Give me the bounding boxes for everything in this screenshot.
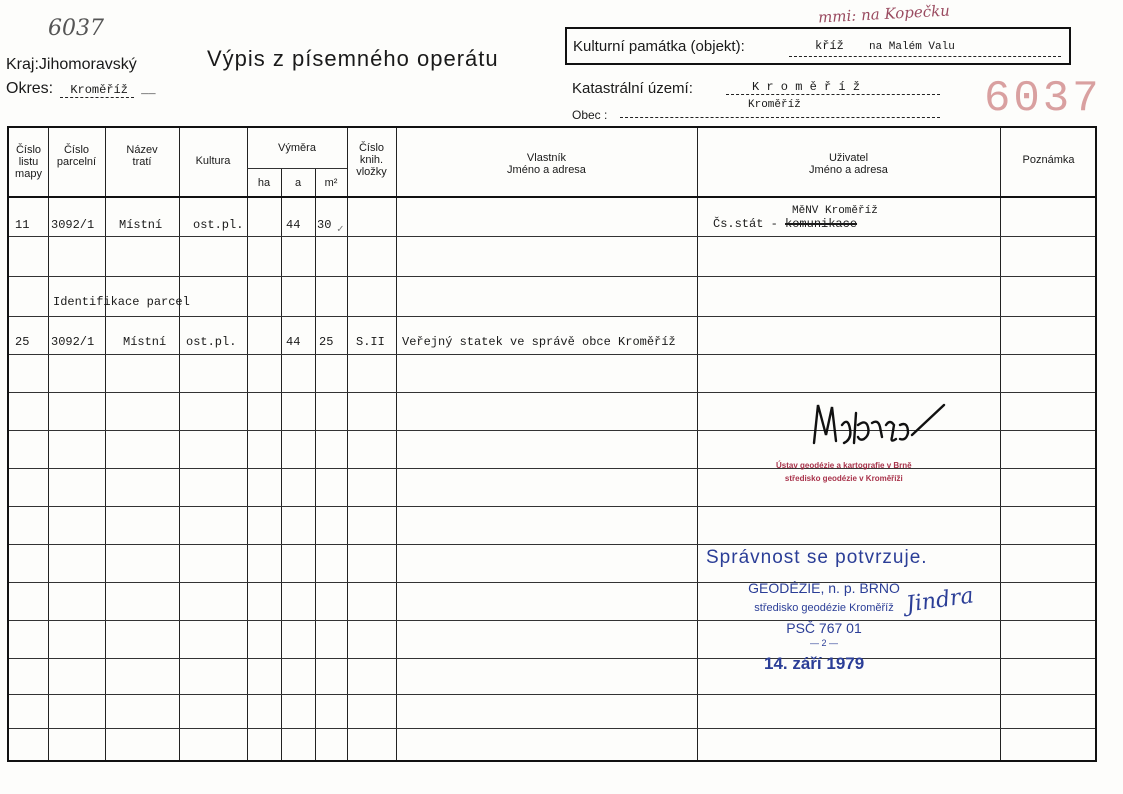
district-label: Okres: [6, 80, 54, 97]
row-line [9, 728, 1095, 729]
row-line [9, 620, 1095, 621]
row1-user [713, 217, 857, 231]
cadastre-label: Katastrální území: [572, 80, 693, 97]
district-line: Okres: Kroměříž __ [6, 80, 156, 97]
row-line [9, 468, 1095, 469]
area-header-line [247, 168, 347, 169]
red-stamp [776, 459, 912, 485]
header-text: Číslo [358, 142, 385, 154]
municipality-underline [620, 117, 940, 118]
row3-tract: Místní [123, 335, 167, 349]
row-line [9, 544, 1095, 545]
col-line [48, 128, 49, 760]
row3-m2: 25 [319, 335, 334, 349]
header-user [697, 152, 1000, 176]
header-text: Název [126, 144, 158, 156]
row1-map-sheet: 11 [15, 218, 30, 232]
header-m2: m² [324, 177, 338, 189]
header-map-sheet [9, 144, 48, 180]
row3-a: 44 [286, 335, 301, 349]
row1-m2: 30 [317, 218, 332, 232]
monument-box [565, 27, 1071, 65]
row1-check: ✓ [337, 224, 344, 236]
col-line [697, 128, 698, 760]
monument-value: kříž [815, 39, 844, 53]
row1-user-struck: komunikace [785, 217, 858, 231]
header-text: Vlastník [526, 152, 567, 164]
blue-stamp-line: GEODÉZIE, n. p. BRNO [748, 580, 900, 596]
blue-stamp-line: středisko geodézie Kroměříž [754, 602, 894, 614]
row3-map-sheet: 25 [15, 335, 30, 349]
header-text: Uživatel [828, 152, 869, 164]
stamp-date: 14. září 1979 [764, 654, 865, 673]
row-line [9, 582, 1095, 583]
corner-handwritten-number: 6037 [48, 16, 104, 41]
header-text: Číslo [15, 144, 42, 156]
cadastre-underline [726, 94, 940, 95]
row1-culture: ost.pl. [193, 218, 244, 232]
blue-stamp [734, 578, 914, 648]
header-book-entry [347, 142, 396, 178]
row1-a: 44 [286, 218, 301, 232]
col-line [179, 128, 180, 760]
header-text: Číslo [63, 144, 90, 156]
page-title: Výpis z písemného operátu [207, 46, 499, 71]
row-line [9, 354, 1095, 355]
col-line [247, 128, 248, 760]
header-tract-name [105, 144, 179, 168]
row-line [9, 236, 1095, 237]
header-text: Jméno a adresa [507, 164, 586, 176]
header-ha: ha [257, 177, 271, 189]
monument-underline [789, 56, 1061, 57]
top-right-handwritten-note: mmi: na Kopečku [817, 1, 951, 27]
header-culture: Kultura [195, 155, 231, 167]
monument-label: Kulturní památka (objekt): [573, 38, 745, 55]
row-line [9, 694, 1095, 695]
monument-value-2: na Malém Valu [869, 41, 955, 53]
cadastre-sub: Kroměříž [748, 99, 801, 111]
header-note: Poznámka [1022, 154, 1075, 166]
col-line [281, 168, 282, 760]
header-area: Výměra [278, 142, 316, 154]
blue-stamp-line: PSČ 767 01 [786, 620, 862, 636]
header-a: a [294, 177, 302, 189]
blue-signature: Jindra [904, 583, 976, 618]
red-stamp-line: Ústav geodézie a kartografie v Brně [776, 461, 912, 470]
cadastre-value: K r o m ě ř í ž [752, 80, 861, 94]
row1-parcel: 3092/1 [51, 218, 95, 232]
row-line [9, 506, 1095, 507]
big-red-number: 6037 [984, 74, 1102, 124]
col-line [105, 128, 106, 760]
signature-image [808, 395, 948, 455]
row3-owner: Veřejný statek ve správě obce Kroměříž [402, 335, 676, 349]
header-text: vložky [356, 166, 387, 178]
region-value: Jihomoravský [38, 56, 137, 73]
header-text: knih. [359, 154, 384, 166]
district-value: Kroměříž [60, 83, 134, 98]
col-line [1000, 128, 1001, 760]
identification-label: Identifikace parcel [53, 295, 190, 309]
header-text: parcelní [56, 156, 97, 168]
row3-book: S.II [356, 335, 385, 349]
col-line [315, 168, 316, 760]
row3-culture: ost.pl. [186, 335, 237, 349]
blue-stamp-line: — 2 — [809, 638, 838, 648]
col-line [347, 128, 348, 760]
confirm-text: Správnost se potvrzuje. [706, 547, 928, 568]
header-text: mapy [15, 168, 42, 180]
row1-user-text: Čs.stát - [713, 217, 778, 231]
header-parcel-no [48, 144, 105, 168]
municipality-label: Obec : [572, 108, 608, 122]
row-line [9, 316, 1095, 317]
region-label: Kraj: [6, 56, 39, 73]
row1-user-top: MěNV Kroměříž [792, 205, 878, 217]
red-stamp-line: středisko geodézie v Kroměříži [784, 474, 903, 483]
row-line [9, 658, 1095, 659]
region-line [6, 56, 137, 74]
header-bottom-line [9, 196, 1095, 198]
col-line [396, 128, 397, 760]
row1-tract: Místní [119, 218, 163, 232]
header-text: tratí [132, 156, 152, 168]
header-owner [396, 152, 697, 176]
row-line [9, 392, 1095, 393]
row3-parcel: 3092/1 [51, 335, 95, 349]
header-text: listu [18, 156, 39, 168]
row-line [9, 276, 1095, 277]
header-text: Jméno a adresa [809, 164, 888, 176]
